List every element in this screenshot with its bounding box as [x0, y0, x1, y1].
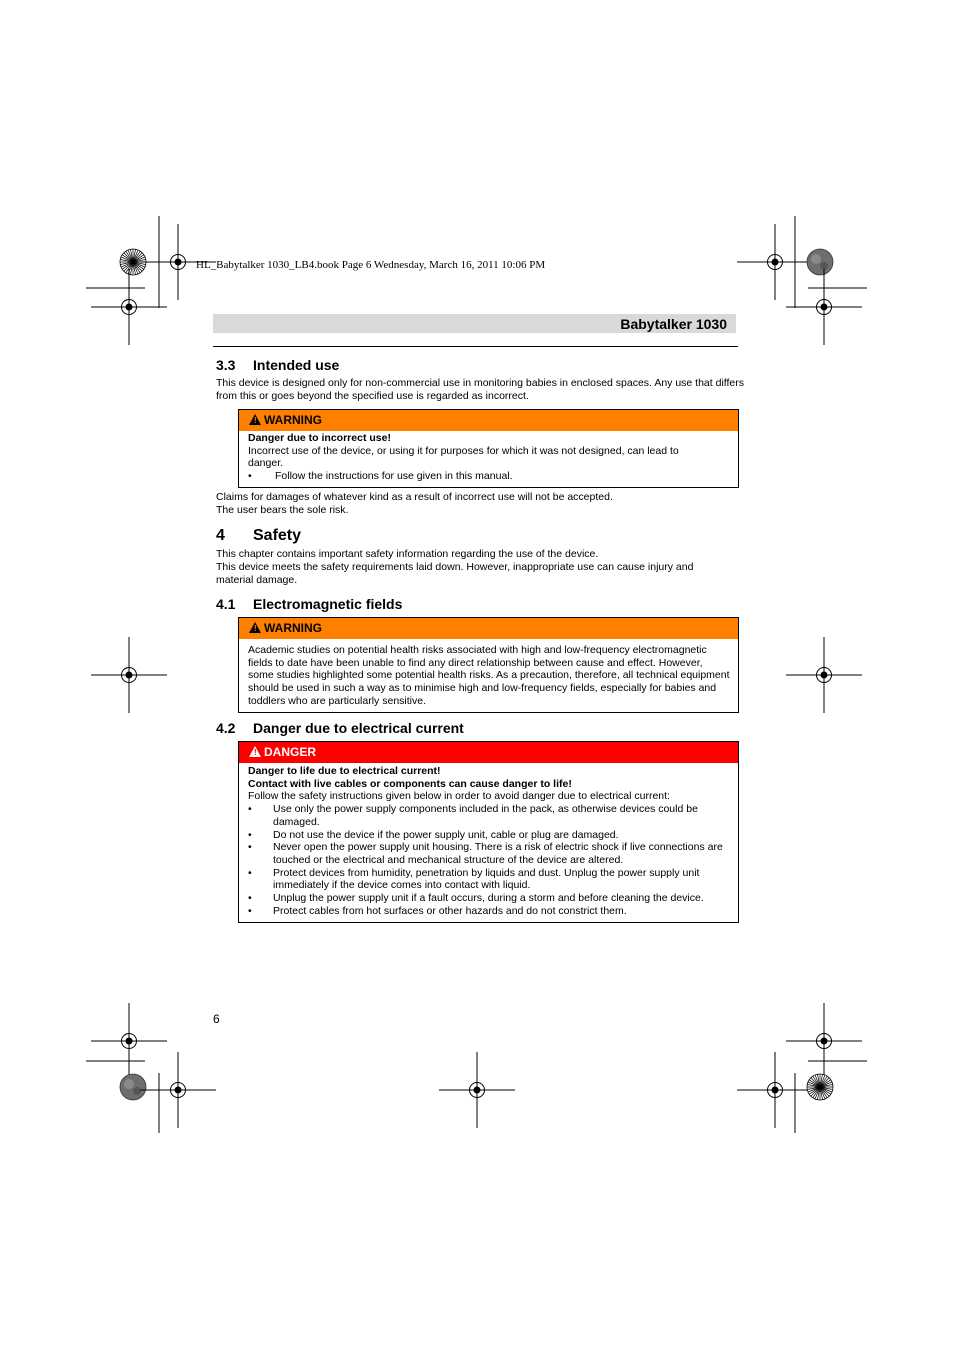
warning-triangle-icon: !: [249, 414, 261, 425]
danger-title-1: Danger to life due to electrical current!: [248, 765, 441, 777]
list-item: • Unplug the power supply unit if a fault occurs, during a storm and before cleaning the device.: [248, 892, 730, 905]
section-number: 4: [216, 527, 225, 544]
danger-intro: Follow the safety instructions given below in order to avoid danger due to electrical current:: [248, 790, 670, 803]
safety-line-2: This device meets the safety requirements laid down. However, inappropriate use can cause injury and material damage.: [216, 561, 694, 586]
section-title: Safety: [253, 527, 302, 544]
warning-text: Academic studies on potential health risks associated with high and low-frequency electromagnetic fields to date have been unable to find any direct relationship between cause and effect. However, some studies highlighted some potential health risks. As a precaution, therefore, all technical equipment should be used in such a way as to minimise high and low-frequency fields, especially for babies and toddlers who are particularly sensitive.: [248, 644, 730, 707]
book-info-line: HL_Babytalker 1030_LB4.book Page 6 Wednesday, March 16, 2011 10:06 PM: [196, 259, 546, 271]
header-rule: [213, 346, 738, 347]
section-number: 4.1: [216, 596, 236, 612]
section-title: Intended use: [253, 357, 340, 373]
warning-text: Incorrect use of the device, or using it for purposes for which it was not designed, can lead to danger.: [248, 444, 679, 470]
danger-header: [239, 742, 738, 763]
safety-line-1: This chapter contains important safety information regarding the use of the device.: [216, 548, 599, 560]
section-title: Electromagnetic fields: [253, 596, 403, 612]
list-item: • Protect cables from hot surfaces or other hazards and do not constrict them.: [248, 905, 730, 918]
claims-line-1: Claims for damages of whatever kind as a result of incorrect use will not be accepted.: [216, 491, 613, 503]
warning-bullet: • Follow the instructions for use given in this manual.: [248, 470, 730, 483]
warning-header: [239, 410, 738, 431]
section-heading-4-1: [216, 596, 402, 612]
section-number: 3.3: [216, 357, 236, 373]
danger-triangle-icon: !: [249, 746, 261, 757]
danger-label: DANGER: [264, 745, 317, 759]
warning-box-incorrect-use: [238, 409, 739, 488]
danger-box-electrical: [238, 741, 739, 923]
section-heading-4-2: [216, 720, 464, 736]
page-number: 6: [213, 1012, 220, 1026]
claims-line-2: The user bears the sole risk.: [216, 504, 349, 516]
warning-box-emf: [238, 617, 739, 713]
list-item: • Do not use the device if the power supply unit, cable or plug are damaged.: [248, 829, 730, 842]
list-item: • Use only the power supply components included in the pack, as otherwise devices could be damaged.: [248, 803, 730, 828]
warning-triangle-icon: !: [249, 622, 261, 633]
warning-title: Danger due to incorrect use!: [248, 432, 391, 444]
section-number: 4.2: [216, 720, 236, 736]
safety-intro: [216, 548, 716, 587]
header-title: Babytalker 1030: [620, 316, 727, 332]
section-heading-4: [216, 527, 301, 545]
section-heading-3-3: [216, 357, 339, 373]
list-item: • Protect devices from humidity, penetration by liquids and dust. Unplug the power supply unit immediately if the device comes into contact with liquid.: [248, 867, 730, 892]
warning-header: [239, 618, 738, 639]
section-title: Danger due to electrical current: [253, 720, 464, 736]
claims-text: [216, 491, 744, 517]
list-item: • Never open the power supply unit housing. There is a risk of electric shock if live connections are touched or the electrical and mechanical structure of the device are altered.: [248, 841, 730, 866]
intended-use-text: This device is designed only for non-commercial use in monitoring babies in enclosed spaces. Any use that differs from this or goes beyond the specified use is regarded as incorrect.: [216, 377, 745, 402]
warning-label: WARNING: [264, 621, 322, 635]
danger-title-2: Contact with live cables or components can cause danger to life!: [248, 777, 572, 790]
warning-label: WARNING: [264, 413, 322, 427]
